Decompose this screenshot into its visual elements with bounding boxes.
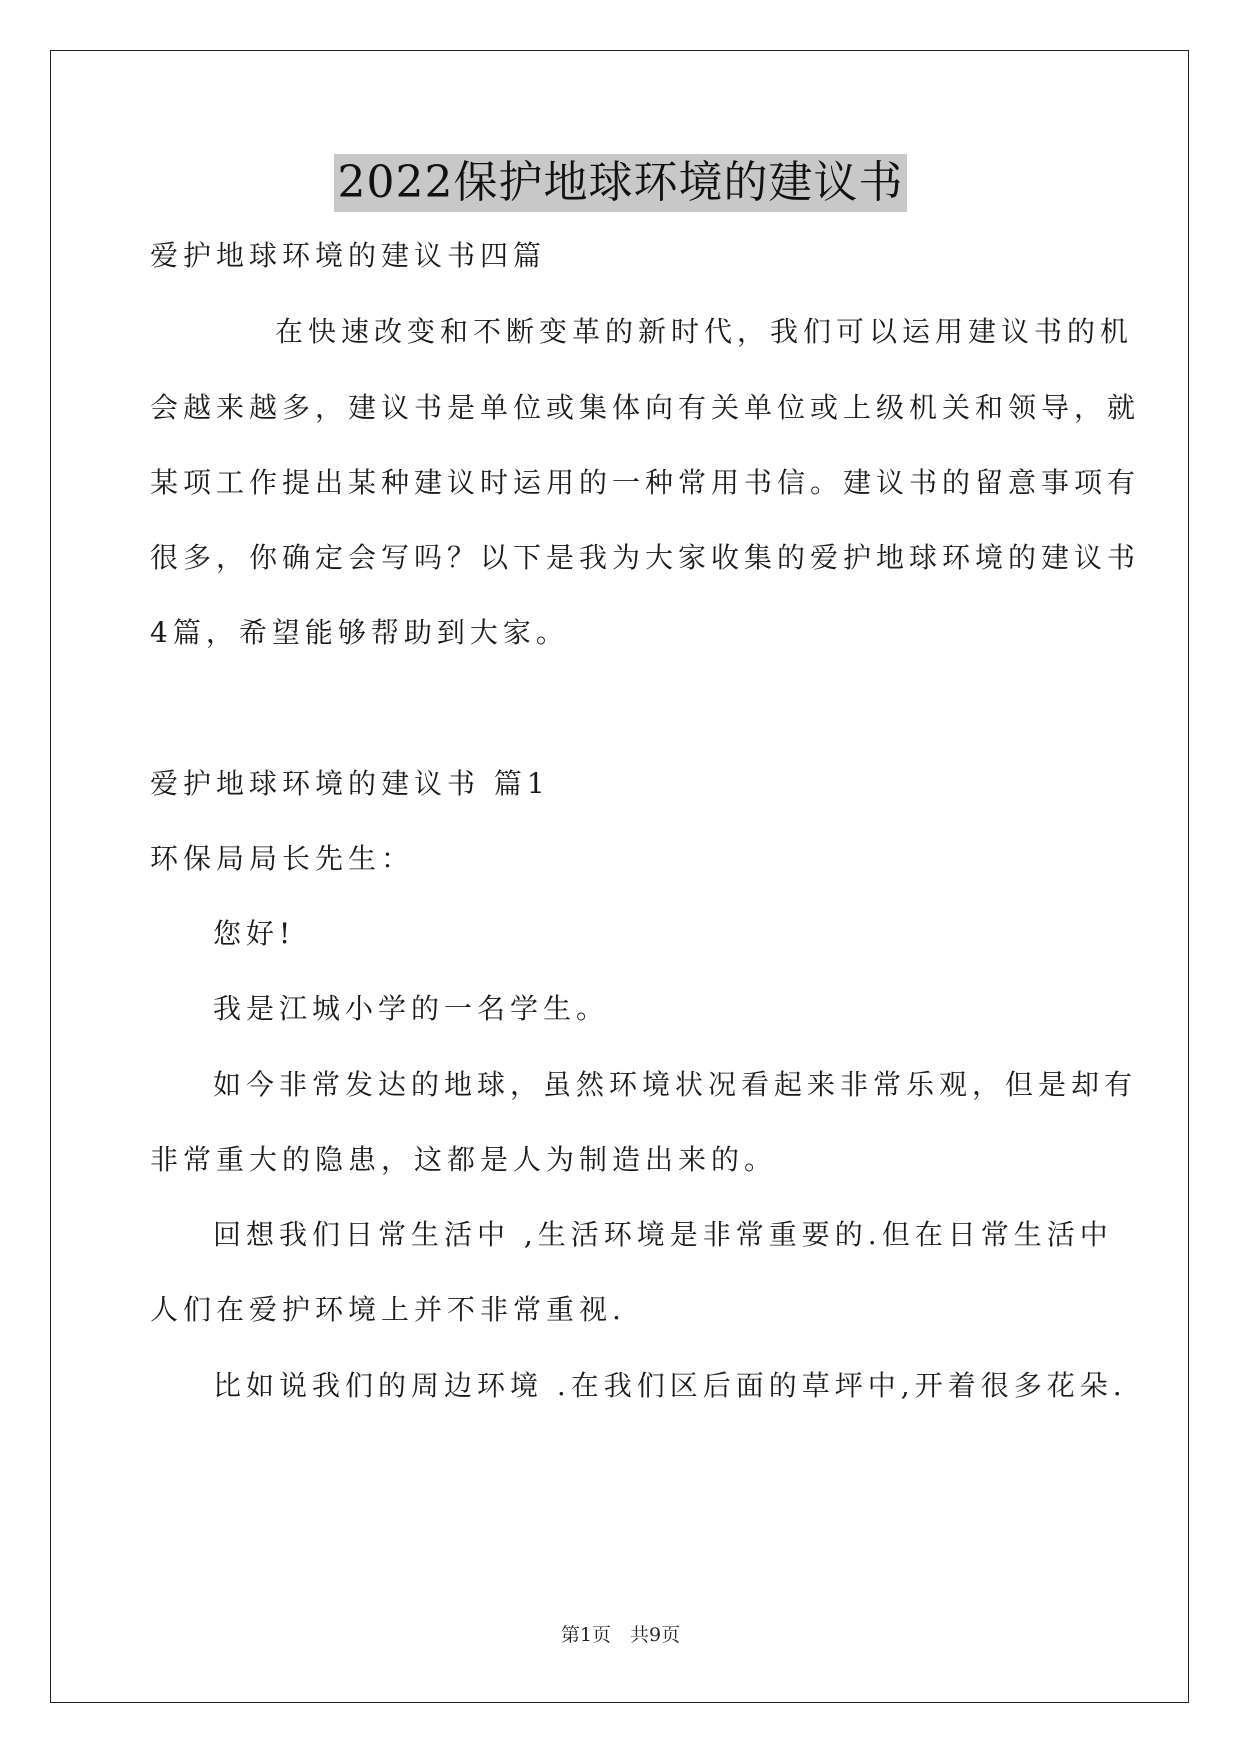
document-title: 2022保护地球环境的建议书: [334, 154, 908, 212]
body-line: 比如说我们的周边环境 .在我们区后面的草坪中,开着很多花朵.: [213, 1369, 1127, 1402]
subtitle-line: 爱护地球环境的建议书四篇: [150, 239, 547, 272]
body-line: 我是江城小学的一名学生。: [213, 992, 610, 1025]
body-line: 会越来越多，建议书是单位或集体向有关单位或上级机关和领导，就: [150, 391, 1141, 424]
body-line: 人们在爱护环境上并不非常重视.: [150, 1293, 626, 1326]
body-line: 很多，你确定会写吗？以下是我为大家收集的爱护地球环境的建议书: [150, 541, 1141, 574]
body-line: 4篇，希望能够帮助到大家。: [150, 616, 569, 649]
section-heading: 爱护地球环境的建议书 篇1: [150, 767, 550, 800]
page-number: 第1页 共9页: [560, 1624, 681, 1646]
salutation-line: 环保局局长先生：: [150, 842, 415, 875]
body-line: 某项工作提出某种建议时运用的一种常用书信。建议书的留意事项有: [150, 466, 1141, 499]
body-line: 在快速改变和不断变革的新时代，我们可以运用建议书的机: [275, 315, 1134, 348]
body-line: 如今非常发达的地球，虽然环境状况看起来非常乐观，但是却有: [213, 1068, 1138, 1101]
greeting-line: 您好!: [213, 917, 296, 950]
title-container: [0, 154, 1241, 212]
body-line: 回想我们日常生活中 ,生活环境是非常重要的.但在日常生活中: [213, 1218, 1113, 1251]
body-line: 非常重大的隐患，这都是人为制造出来的。: [150, 1143, 778, 1176]
